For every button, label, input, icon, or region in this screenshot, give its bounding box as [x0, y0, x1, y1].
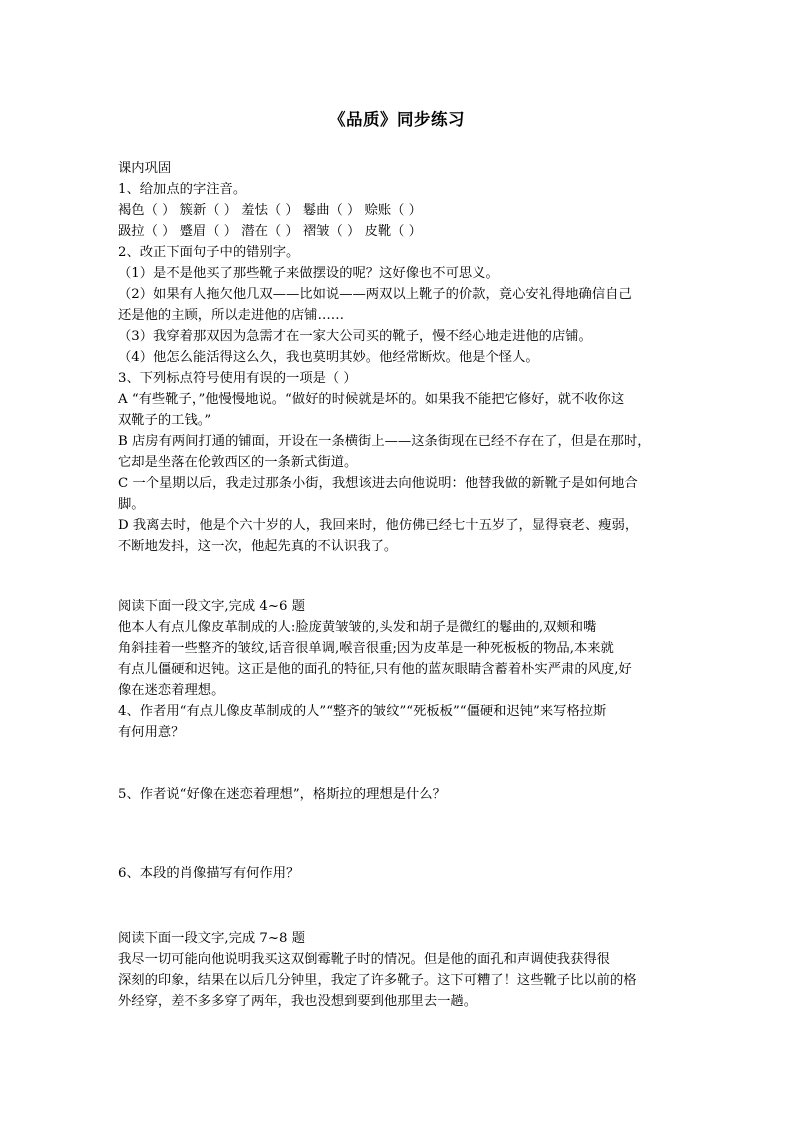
- question-5: 5、作者说“好像在迷恋着理想”，格斯拉的理想是什么？: [118, 787, 446, 802]
- reading-passage-1: [118, 596, 678, 743]
- passage-line: 角斜挂着一些整齐的皱纹,话音很单调,喉音很重;因为皮革是一种死板板的物品,本来就: [118, 641, 614, 656]
- question-4-cont: 有何用意？: [118, 725, 185, 740]
- passage-instruction: 阅读下面一段文字,完成 4~6 题: [118, 599, 306, 614]
- option-b-cont: 它却是坐落在伦敦西区的一条新式街道。: [118, 455, 358, 470]
- question-2-item-2: （2）如果有人拖欠他几双——比如说——两双以上靴子的价款，竟心安礼得地确信自己: [118, 287, 632, 302]
- option-c-cont: 脚。: [118, 497, 145, 512]
- page-title: 《品质》同步练习: [329, 110, 465, 129]
- question-6: 6、本段的肖像描写有何作用？: [118, 866, 300, 881]
- pinyin-row-2: 趿拉（ ） 蹙眉（ ） 潜在（ ） 褶皱（ ） 皮靴（ ）: [118, 224, 422, 239]
- question-2-item-1: （1）是不是他买了那些靴子来做摆设的呢？这好像也不可思义。: [118, 266, 499, 281]
- passage-line: 有点儿僵硬和迟钝。这正是他的面孔的特征,只有他的蓝灰眼睛含蓄着朴实严肃的风度,好: [118, 662, 632, 677]
- section-heading: 课内巩固: [118, 161, 172, 176]
- option-a-cont: 双靴子的工钱。”: [118, 413, 212, 428]
- question-1: 1、给加点的字注音。: [118, 182, 247, 197]
- question-3: 3、下列标点符号使用有误的一项是（ ）: [118, 371, 357, 386]
- option-d: D 我离去时，他是个六十岁的人，我回来时，他仿佛已经七十五岁了，显得衰老、瘦弱，: [118, 518, 639, 533]
- question-4: 4、作者用“有点儿像皮革制成的人”“整齐的皱纹”“死板板”“僵硬和迟钝”来写格拉斯: [118, 704, 607, 719]
- reading-passage-2: [118, 928, 678, 1012]
- option-b: B 店房有两间打通的铺面，开设在一条横街上——这条街现在已经不存在了，但是在那时，: [118, 434, 651, 449]
- passage-line: 像在迷恋着理想。: [118, 683, 225, 698]
- option-c: C 一个星期以后，我走过那条小街，我想该进去向他说明：他替我做的新靴子是如何地合: [118, 476, 638, 491]
- passage-instruction: 阅读下面一段文字,完成 7~8 题: [118, 931, 306, 946]
- pinyin-row-1: 褐色（ ） 簇新（ ） 羞怯（ ） 鬈曲（ ） 赊账（ ）: [118, 203, 422, 218]
- question-6-block: [118, 863, 678, 884]
- option-d-cont: 不断地发抖，这一次，他起先真的不认识我了。: [118, 539, 398, 554]
- passage-line: 我尽一切可能向他说明我买这双倒霉靴子时的情况。但是他的面孔和声调使我获得很: [118, 952, 610, 967]
- section-in-class-review: [118, 158, 678, 557]
- question-2-item-3: （3）我穿着那双因为急需才在一家大公司买的靴子，慢不经心地走进他的店铺。: [118, 329, 592, 344]
- question-2-item-4: （4）他怎么能活得这么久，我也莫明其妙。他经常断炊。他是个怪人。: [118, 350, 539, 365]
- question-2-item-2-cont: 还是他的主顾，所以走进他的店铺……: [118, 308, 345, 323]
- passage-line: 外经穿，差不多多穿了两年，我也没想到要到他那里去一趟。: [118, 994, 478, 1009]
- passage-line: 他本人有点儿像皮革制成的人:脸庞黄皱皱的,头发和胡子是微红的鬈曲的,双颊和嘴: [118, 620, 597, 635]
- passage-line: 深刻的印象，结果在以后几分钟里，我定了许多靴子。这下可糟了！这些靴子比以前的格: [118, 973, 637, 988]
- question-2: 2、改正下面句子中的错别字。: [118, 245, 300, 260]
- option-a: A “有些靴子，”他慢慢地说。“做好的时候就是坏的。如果我不能把它修好，就不收你这: [118, 392, 625, 407]
- question-5-block: [118, 784, 678, 805]
